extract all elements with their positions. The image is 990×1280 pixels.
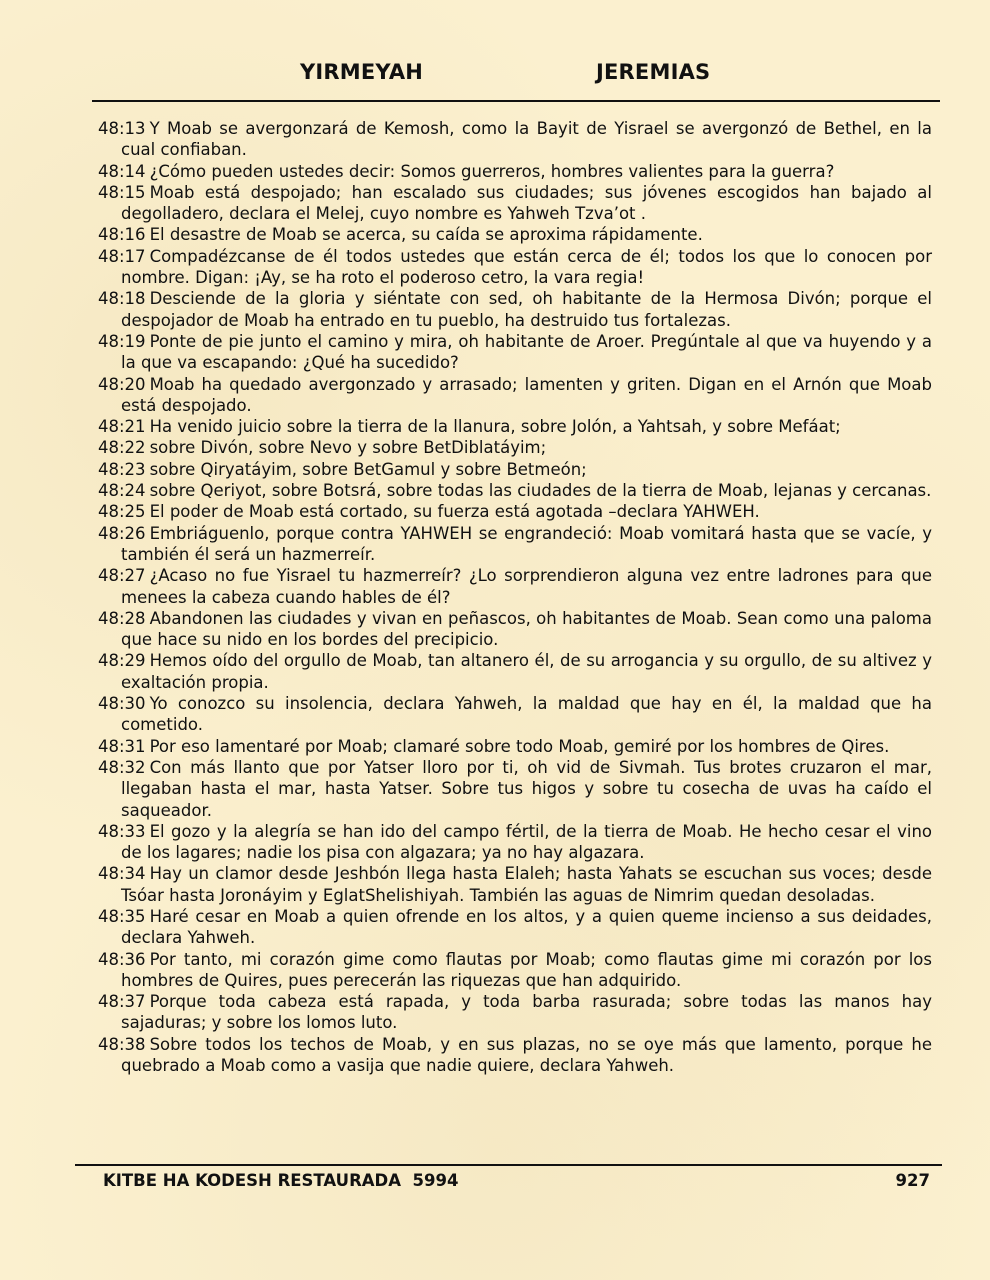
- verse-reference: 48:18: [98, 289, 146, 309]
- verse-reference: 48:37: [98, 992, 146, 1012]
- verse-reference: 48:20: [98, 374, 146, 394]
- verse-item: [98, 757, 932, 821]
- verse-text: ¿Cómo pueden ustedes decir: Somos guerreros, hombres valientes para la guerra?: [149, 161, 835, 181]
- verse-item: [98, 246, 932, 289]
- verse-item: [98, 224, 932, 245]
- verse-item: [98, 949, 932, 992]
- verse-text: Compadézcanse de él todos ustedes que están cerca de él; todos los que lo conocen por nombre. Digan: ¡Ay, se ha roto el poderoso cetro, la vara regia!: [121, 246, 932, 288]
- verse-item: [98, 821, 932, 864]
- verse-reference: 48:29: [98, 651, 146, 671]
- verse-reference: 48:21: [98, 417, 146, 437]
- verse-text: Ha venido juicio sobre la tierra de la llanura, sobre Jolón, a Yahtsah, y sobre Mefáat;: [149, 417, 841, 437]
- footer-divider: [75, 1164, 942, 1166]
- verse-item: [98, 565, 932, 608]
- verse-item: [98, 693, 932, 736]
- verse-reference: 48:24: [98, 481, 146, 501]
- verse-text: Sobre todos los techos de Moab, y en sus plazas, no se oye más que lamento, porque he quebrado a Moab como a vasija que nadie quiere, declara Yahweh.: [121, 1034, 932, 1076]
- verse-text: Haré cesar en Moab a quien ofrende en los altos, y a quien queme incienso a sus deidades, declara Yahweh.: [121, 906, 932, 948]
- verse-item: [98, 416, 932, 437]
- verse-reference: 48:28: [98, 608, 146, 628]
- verse-text: Hay un clamor desde Jeshbón llega hasta Elaleh; hasta Yahats se escuchan sus voces; desde Tsóar hasta Joronáyim y EglatShelishiyah. También las aguas de Nimrim quedan desoladas.: [121, 864, 932, 905]
- verse-text: Con más llanto que por Yatser lloro por ti, oh vid de Sivmah. Tus brotes cruzaron el mar, llegaban hasta el mar, hasta Yatser. Sobre tus higos y sobre tu cosecha de uvas ha caído el saqueador.: [121, 757, 932, 820]
- header-book-spanish-title: JEREMIAS: [596, 60, 711, 84]
- verse-item: [98, 437, 932, 458]
- verse-reference: 48:13: [98, 119, 146, 138]
- verse-reference: 48:22: [98, 438, 146, 458]
- verse-list: [98, 118, 932, 1076]
- verse-text: sobre Divón, sobre Nevo y sobre BetDiblatáyim;: [149, 438, 547, 458]
- page-number: 927: [895, 1171, 930, 1190]
- verse-item: [98, 480, 932, 501]
- verse-text: Y Moab se avergonzará de Kemosh, como la Bayit de Yisrael se avergonzó de Bethel, en la cual confiaban.: [121, 119, 932, 160]
- verse-item: [98, 182, 932, 225]
- verse-item: [98, 331, 932, 374]
- verse-reference: 48:23: [98, 459, 146, 479]
- verse-text: ¿Acaso no fue Yisrael tu hazmerreír? ¿Lo sorprendieron alguna vez entre ladrones para que menees la cabeza cuando hables de él?: [121, 566, 932, 607]
- verse-item: [98, 459, 932, 480]
- verse-item: [98, 118, 932, 161]
- verse-text: El desastre de Moab se acerca, su caída se aproxima rápidamente.: [149, 225, 703, 245]
- verse-text: Porque toda cabeza está rapada, y toda barba rasurada; sobre todas las manos hay sajaduras; y sobre los lomos luto.: [121, 992, 932, 1033]
- verse-item: [98, 161, 932, 182]
- verse-item: [98, 523, 932, 566]
- verse-item: [98, 650, 932, 693]
- verse-reference: 48:36: [98, 949, 146, 969]
- footer-book-title: KITBE HA KODESH RESTAURADA 5994: [103, 1171, 459, 1190]
- verse-reference: 48:35: [98, 906, 146, 926]
- verse-item: [98, 863, 932, 906]
- verse-reference: 48:17: [98, 246, 146, 266]
- verse-item: [98, 736, 932, 757]
- verse-reference: 48:27: [98, 566, 146, 586]
- verse-reference: 48:38: [98, 1034, 146, 1054]
- verse-item: [98, 288, 932, 331]
- verse-item: [98, 991, 932, 1034]
- verse-reference: 48:15: [98, 182, 146, 202]
- verse-text: Moab está despojado; han escalado sus ciudades; sus jóvenes escogidos han bajado al degolladero, declara el Melej, cuyo nombre es Yahweh Tzva’ot .: [121, 182, 932, 224]
- verse-reference: 48:32: [98, 757, 146, 777]
- verse-text: Ponte de pie junto el camino y mira, oh habitante de Aroer. Pregúntale al que va huyendo y a la que va escapando: ¿Qué ha sucedido?: [121, 331, 932, 373]
- verse-reference: 48:19: [98, 331, 146, 351]
- verse-reference: 48:25: [98, 502, 146, 522]
- verse-reference: 48:33: [98, 821, 146, 841]
- verse-item: [98, 374, 932, 417]
- verse-item: [98, 608, 932, 651]
- verse-reference: 48:34: [98, 864, 146, 884]
- header-divider: [92, 100, 940, 102]
- verse-text: El gozo y la alegría se han ido del campo fértil, de la tierra de Moab. He hecho cesar el vino de los lagares; nadie los pisa con algazara; ya no hay algazara.: [121, 821, 932, 863]
- verse-item: [98, 501, 932, 522]
- verse-item: [98, 906, 932, 949]
- verse-reference: 48:30: [98, 694, 146, 714]
- header-book-hebrew-title: YIRMEYAH: [300, 60, 424, 84]
- verse-text: Desciende de la gloria y siéntate con sed, oh habitante de la Hermosa Divón; porque el despojador de Moab ha entrado en tu pueblo, ha destruido tus fortalezas.: [121, 289, 932, 330]
- verse-reference: 48:14: [98, 161, 146, 181]
- verse-reference: 48:26: [98, 523, 146, 543]
- verse-text: sobre Qiryatáyim, sobre BetGamul y sobre Betmeón;: [149, 459, 587, 479]
- verse-text: Por eso lamentaré por Moab; clamaré sobre todo Moab, gemiré por los hombres de Qires.: [149, 736, 890, 756]
- verse-text: Abandonen las ciudades y vivan en peñascos, oh habitantes de Moab. Sean como una paloma que hace su nido en los bordes del precipicio.: [121, 608, 932, 650]
- verse-text: Embriáguenlo, porque contra YAHWEH se engrandeció: Moab vomitará hasta que se vacíe, y también él será un hazmerreír.: [121, 523, 932, 564]
- verse-text: sobre Qeriyot, sobre Botsrá, sobre todas las ciudades de la tierra de Moab, lejanas y cercanas.: [149, 481, 932, 501]
- verse-text: El poder de Moab está cortado, su fuerza está agotada –declara YAHWEH.: [149, 502, 760, 522]
- verse-reference: 48:31: [98, 736, 146, 756]
- verse-text: Yo conozco su insolencia, declara Yahweh, la maldad que hay en él, la maldad que ha cometido.: [121, 694, 932, 735]
- verse-text: Por tanto, mi corazón gime como flautas por Moab; como flautas gime mi corazón por los hombres de Quires, pues perecerán las riquezas que han adquirido.: [121, 949, 932, 990]
- verse-text: Hemos oído del orgullo de Moab, tan altanero él, de su arrogancia y su orgullo, de su altivez y exaltación propia.: [121, 651, 932, 692]
- verse-text: Moab ha quedado avergonzado y arrasado; lamenten y griten. Digan en el Arnón que Moab está despojado.: [121, 374, 932, 415]
- verse-item: [98, 1034, 932, 1077]
- verse-reference: 48:16: [98, 225, 146, 245]
